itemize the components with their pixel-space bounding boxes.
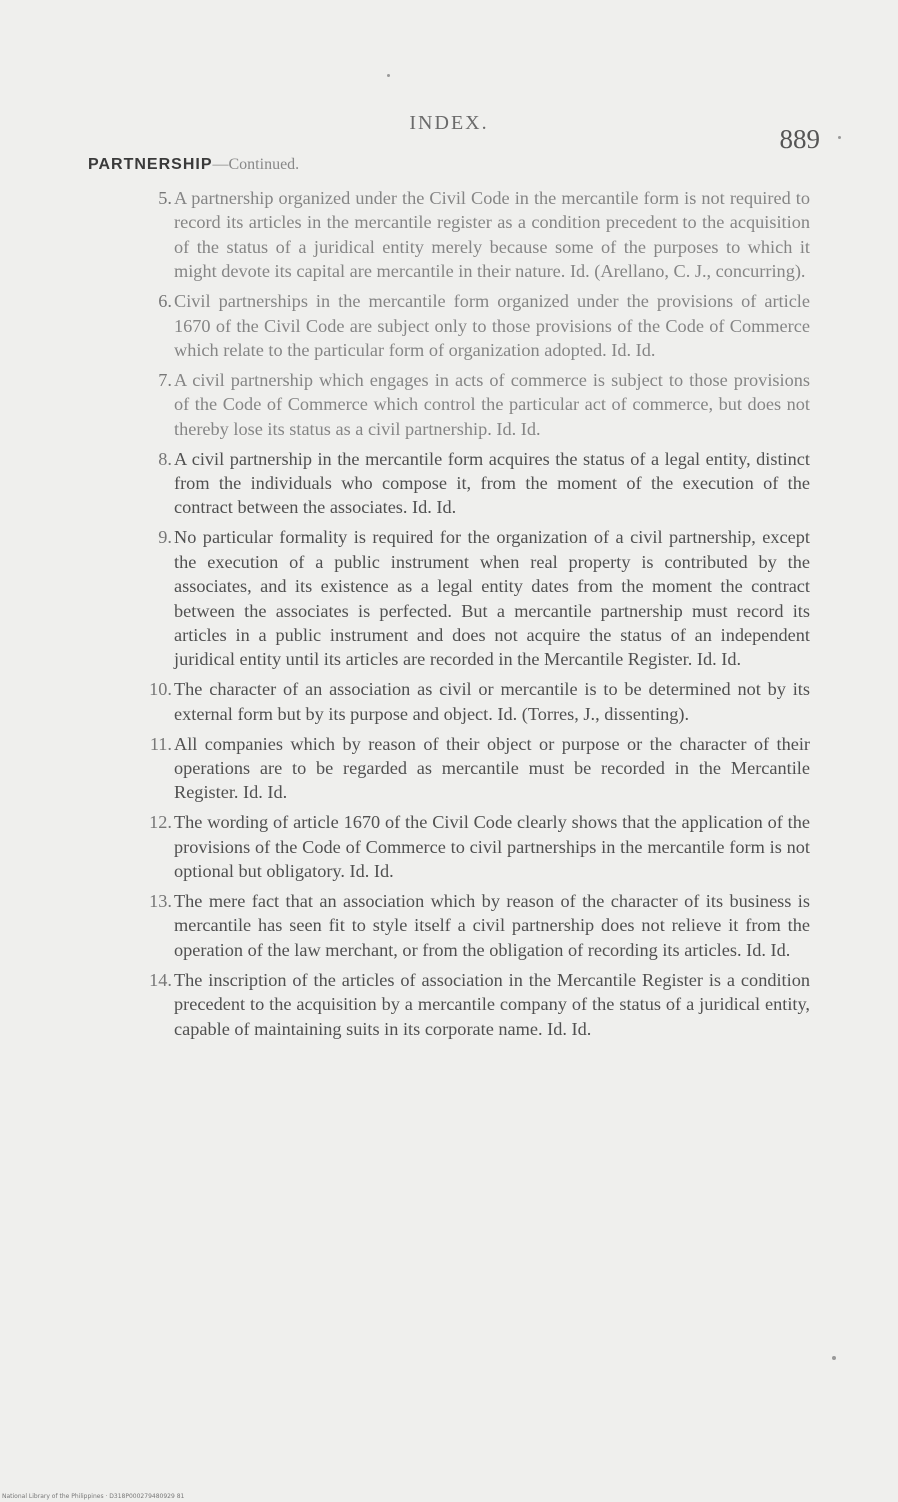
list-item xyxy=(110,447,810,520)
entry-number: 14. xyxy=(149,969,172,990)
list-item xyxy=(110,289,810,362)
section-continued: —Continued. xyxy=(212,156,300,173)
scan-speck xyxy=(832,1356,836,1360)
entry-text: A civil partnership in the mercantile form acquires the status of a legal entity, distinct from the individuals who compose it, from the moment of the execution of the contract between the associates. Id. Id. xyxy=(174,448,810,518)
entry-number: 13. xyxy=(149,890,172,911)
page-number: 889 xyxy=(779,124,820,154)
entry-list xyxy=(110,186,810,1046)
entry-text: The character of an association as civil or mercantile is to be determined not by its external form but by its purpose and object. Id. (Torres, J., dissenting). xyxy=(174,679,810,724)
scan-speck xyxy=(838,136,841,139)
entry-text: The wording of article 1670 of the Civil Code clearly shows that the application of the provisions of the Code of Commerce to civil partnerships in the mercantile form is not optional but obligatory. Id. Id. xyxy=(174,812,810,882)
entry-text: No particular formality is required for the organization of a civil partnership, except the execution of a public instrument when real property is contributed by the associates, and its existence as a legal entity dates from the moment the contract between the associates is perfected. But a mercantile partnership must record its articles in a public instrument and does not acquire the status of an independent juridical entity until its articles are recorded in the Mercantile Register. Id. Id. xyxy=(174,527,810,670)
list-item xyxy=(110,368,810,441)
entry-number: 10. xyxy=(149,679,172,700)
entry-text: The inscription of the articles of association in the Mercantile Register is a condition precedent to the acquisition by a mercantile company of the status of a juridical entity, capable of maintaining suits in its corporate name. Id. Id. xyxy=(174,969,810,1039)
entry-number: 5. xyxy=(158,188,172,208)
list-item xyxy=(110,810,810,883)
entry-text: The mere fact that an association which by reason of the character of its business is mercantile has seen fit to style itself a civil partnership does not relieve it from the operation of the law merchant, or from the obligation of recording its articles. Id. Id. xyxy=(174,890,810,960)
list-item xyxy=(110,677,810,726)
entry-text: All companies which by reason of their object or purpose or the character of their operations are to be regarded as mercantile must be recorded in the Mercantile Register. Id. Id. xyxy=(174,733,810,803)
section-heading xyxy=(88,154,828,174)
list-item xyxy=(110,186,810,284)
entry-text: Civil partnerships in the mercantile form organized under the provisions of article 1670 of the Civil Code are subject only to those provisions of the Code of Commerce which relate to the particular form of organization adopted. Id. Id. xyxy=(174,291,810,360)
entry-number: 8. xyxy=(158,448,172,469)
entry-number: 11. xyxy=(149,733,172,754)
footer-watermark: National Library of the Philippines · D318P000279480929 81 xyxy=(2,1493,185,1500)
list-item xyxy=(110,525,810,671)
list-item xyxy=(110,732,810,805)
section-title: PARTNERSHIP xyxy=(88,156,213,173)
entry-number: 9. xyxy=(158,527,172,548)
scan-speck xyxy=(387,74,390,77)
list-item xyxy=(110,889,810,962)
page-header-title: INDEX. xyxy=(409,112,489,134)
entry-text: A civil partnership which engages in acts of commerce is subject to those provisions of the Code of Commerce which control the particular act of commerce, but does not thereby lose its status as a civil partnership. Id. Id. xyxy=(174,369,810,439)
entry-text: A partnership organized under the Civil Code in the mercantile form is not required to record its articles in the mercantile register as a condition precedent to the acquisition of the status of a juridical entity merely because some of the purposes to which it might devote its capital are mercantile in their nature. Id. (Arellano, C. J., concurring). xyxy=(174,188,810,282)
list-item xyxy=(110,968,810,1041)
entry-number: 6. xyxy=(158,291,172,312)
entry-number: 12. xyxy=(149,812,172,833)
entry-number: 7. xyxy=(158,369,172,390)
